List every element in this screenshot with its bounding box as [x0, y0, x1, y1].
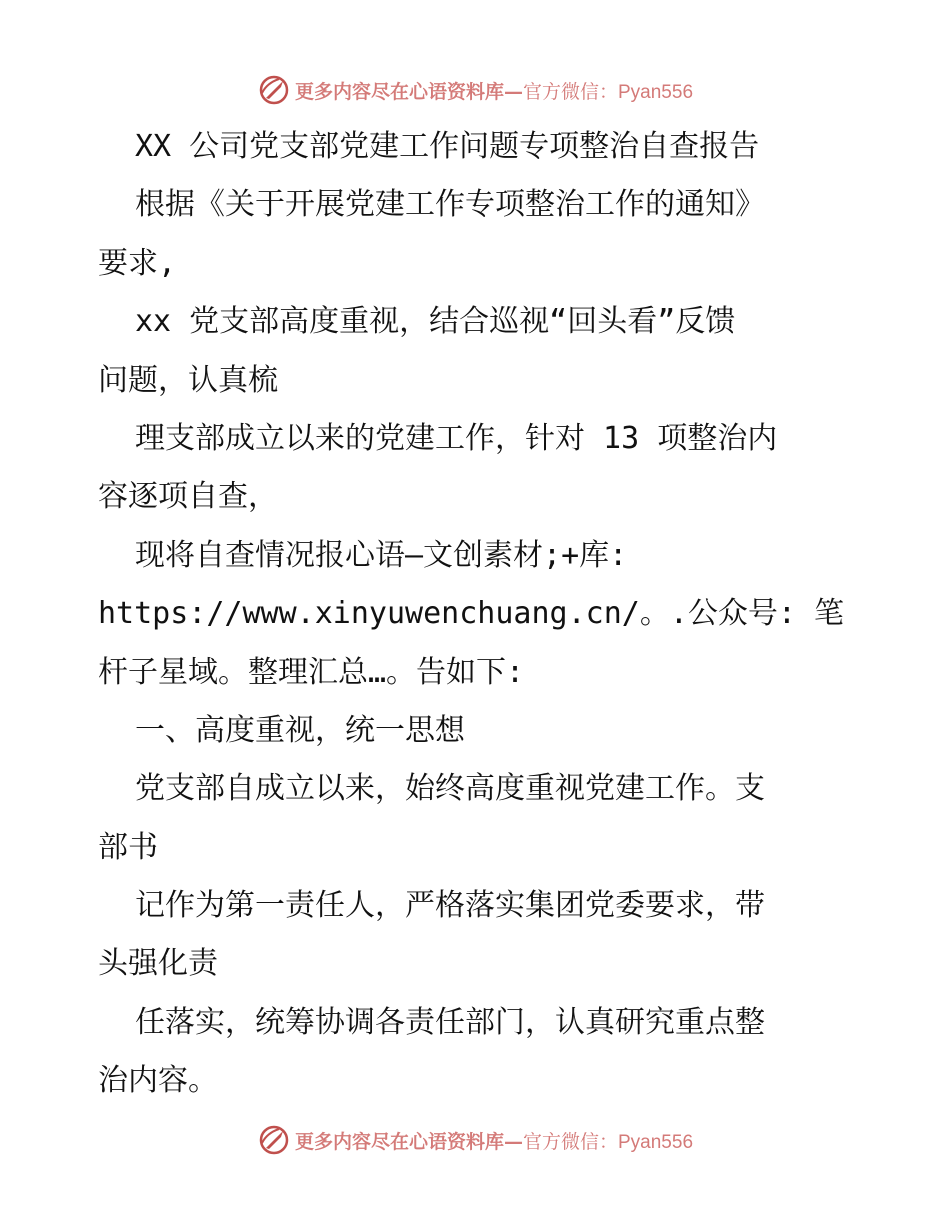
document-body — [98, 118, 858, 1111]
paragraph-line: 容逐项自查， — [98, 479, 278, 515]
paragraph-line: 问题，认真梳 — [98, 362, 278, 398]
header-wechat-id: Pyan556 — [618, 81, 694, 103]
footer-text — [295, 1127, 693, 1154]
paragraph-line: xx 党支部高度重视，结合巡视“回头看”反馈 — [135, 304, 736, 340]
paragraph-line: 任落实，统筹协调各责任部门，认真研究重点整 — [135, 1004, 765, 1040]
paragraph-line: 党支部自成立以来，始终高度重视党建工作。支 — [135, 771, 765, 807]
footer-wechat-label: 官方微信： — [522, 1130, 618, 1153]
header-text — [295, 77, 693, 104]
header-site-text: 更多内容尽在心语资料库— — [294, 80, 523, 103]
paragraph-line: 要求, — [98, 245, 177, 281]
paragraph-line: 部书 — [98, 829, 158, 865]
paragraph-line: 治内容。 — [98, 1063, 218, 1099]
section-heading: 一、高度重视，统一思想 — [135, 712, 465, 748]
paragraph-line: 根据《关于开展党建工作专项整治工作的通知》 — [135, 187, 765, 223]
footer-site-text: 更多内容尽在心语资料库— — [294, 1130, 523, 1153]
paragraph-line: 记作为第一责任人，严格落实集团党委要求，带 — [135, 888, 765, 924]
document-title: XX 公司党支部党建工作问题专项整治自查报告 — [135, 129, 760, 164]
paragraph-line: 现将自查情况报心语—文创素材;+库: — [135, 537, 628, 573]
paragraph-line: 杆子星域。整理汇总…。告如下: — [98, 654, 525, 690]
header-wechat-label: 官方微信： — [522, 80, 618, 103]
paragraph-line: 理支部成立以来的党建工作，针对 13 项整治内 — [135, 420, 778, 456]
paragraph-line: https://www.xinyuwenchuang.cn/。.公众号: 笔 — [98, 596, 845, 632]
footer-wechat-id: Pyan556 — [618, 1131, 694, 1153]
pen-logo-icon — [257, 73, 291, 107]
header-banner — [0, 70, 950, 110]
footer-banner — [0, 1120, 950, 1160]
paragraph-line: 头强化责 — [98, 946, 218, 982]
pen-logo-icon — [257, 1123, 291, 1157]
